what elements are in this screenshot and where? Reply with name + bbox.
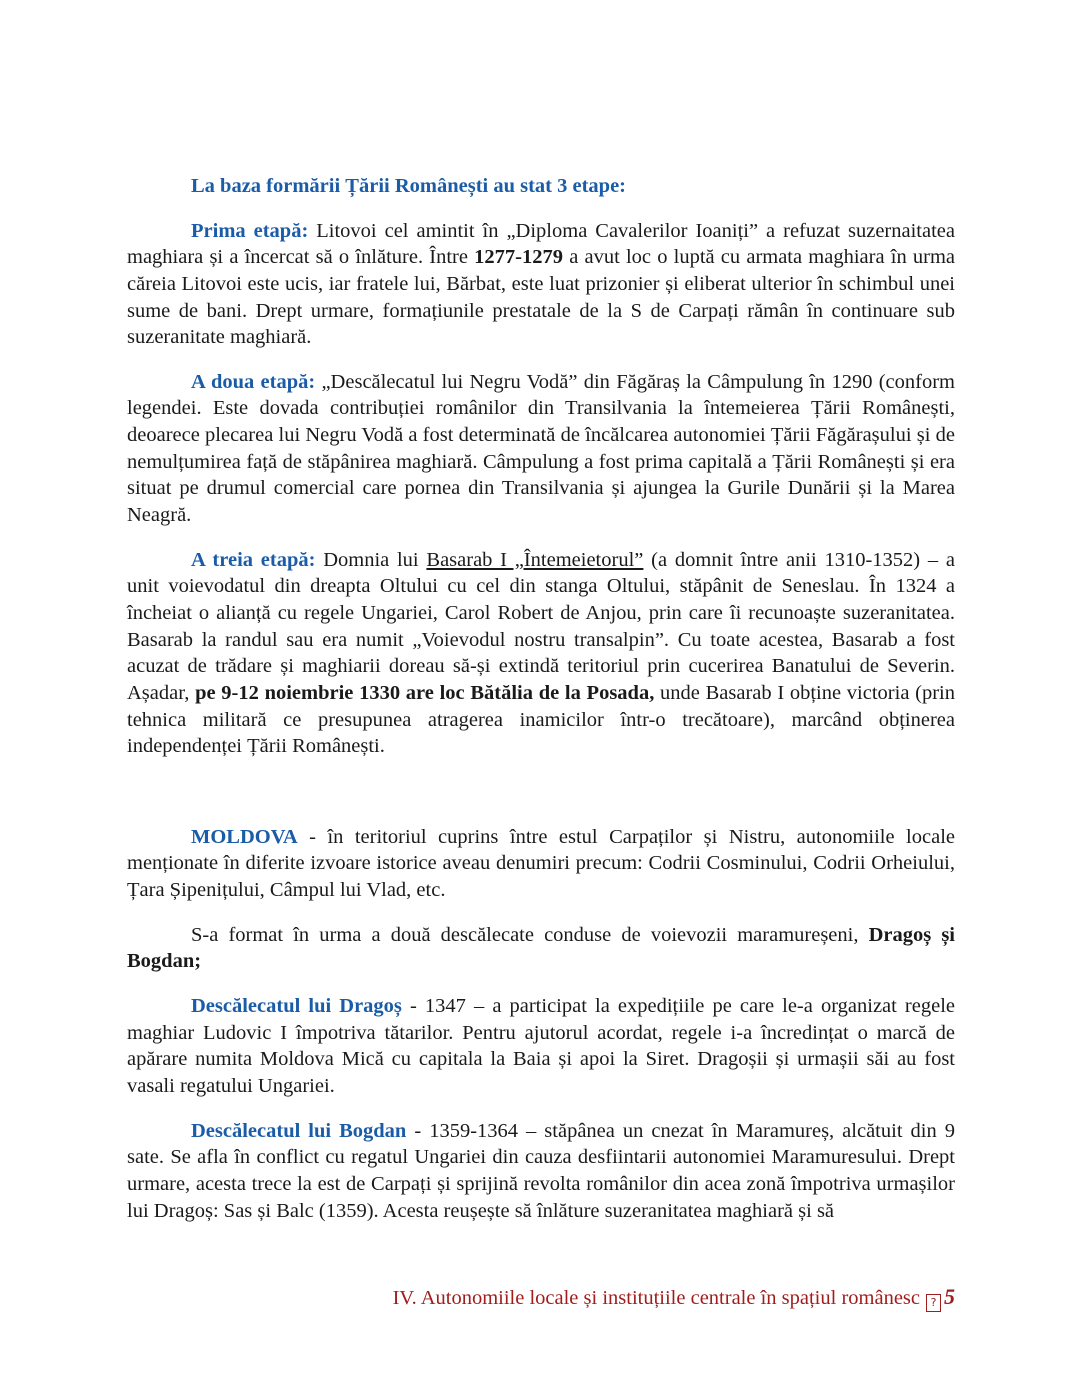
text-segment: - în teritoriul cuprins între estul Carpaților și Nistru, autonomiile locale menționate în diferite izvoare istorice aveau denumiri precum: Codrii Cosminului, Codrii Orheiului, Țara Șipenițului, Câmpul lui Vlad, etc. xyxy=(127,825,955,902)
missing-glyph-icon: ? xyxy=(926,1294,941,1312)
text-segment: - 1359-1364 – stăpânea un cnezat în Maramureș, alcătuit din 9 sate. Se afla în conflict cu regatul Ungariei din cauza desfiintarii autonomiei Maramuresului. Drept urmare, acesta trece la est de Carpați și sprijină revolta românilor din acea zonă împotriva urmașilor lui Dragoș: Sas și Balc (1359). Acesta reușește să înlăture suzeranitatea maghiară și să xyxy=(127,1119,955,1222)
footer-chapter-title: IV. Autonomiile locale și instituțiile centrale în spațiul românesc xyxy=(392,1287,920,1309)
text-segment: Litovoi cel amintit în „Diploma Cavalerilor Ioaniți” a refuzat suzernaitatea maghiara și a încercat să o înlăture. Între xyxy=(127,219,955,269)
paragraph-lead: A treia etapă: xyxy=(191,548,316,571)
paragraph-lead: A doua etapă: xyxy=(191,370,316,393)
text-segment: Dragoș și Bogdan; xyxy=(127,923,955,973)
paragraph xyxy=(127,1118,955,1225)
paragraph xyxy=(127,369,955,529)
page-title: La baza formării Țării Românești au stat 3 etape: xyxy=(191,175,626,197)
text-segment: pe 9-12 noiembrie 1330 are loc Bătălia de la Posada, xyxy=(195,681,655,704)
text-segment: 1277-1279 xyxy=(474,246,563,269)
paragraph-lead: MOLDOVA xyxy=(191,825,298,848)
paragraph xyxy=(127,922,955,975)
text-segment: Basarab I „Întemeietorul” xyxy=(426,548,644,571)
paragraph xyxy=(127,993,955,1100)
page-footer xyxy=(393,1283,955,1312)
text-segment: Domnia lui xyxy=(315,548,427,571)
document-body xyxy=(127,218,955,1225)
text-segment: a avut loc o luptă cu armata maghiara în urma căreia Litovoi este ucis, iar fratele lui, Bărbat, este luat prizonier și eliberat ulterior în schimbul unei sume de bani. Drept urmare, formațiunile prestatale de la S de Carpați rămân în continuare sub suzeranitate maghiară. xyxy=(127,246,955,349)
paragraph-lead: Prima etapă: xyxy=(191,219,309,242)
paragraph-lead: Descălecatul lui Dragoș xyxy=(191,995,402,1018)
paragraph xyxy=(127,824,955,904)
text-segment: - 1347 – a participat la expedițiile pe care le-a organizat regele maghiar Ludovic I împotriva tătarilor. Pentru ajutorul acordat, regele i-a încredințat o marcă de apărare numita Moldova Mică cu capitala la Baia și apoi la Siret. Dragoșii și urmașii săi au fost vasali regatului Ungariei. xyxy=(127,995,955,1097)
paragraph xyxy=(127,218,955,351)
text-segment: „Descălecatul lui Negru Vodă” din Făgăraș la Câmpulung în 1290 (conform legendei. Este dovada contribuției românilor din Transilvania la întemeierea Țării Românești, deoarece plecarea lui Negru Vodă a fost determinată de încălcarea autonomiei Țării Făgărașului și de nemulțumirea față de stăpânirea maghiară. Câmpulung a fost prima capitală a Țării Românești și era situat pe drumul comercial care pornea din Transilvania și ajungea la Gurile Dunării și la Marea Neagră. xyxy=(127,370,955,527)
text-segment: S-a format în urma a două descălecate conduse de voievozii maramureșeni, xyxy=(191,923,869,946)
text-segment: unde Basarab I obține victoria (prin tehnica militară ce presupunea atragerea inamicilor într-o trecătoare), marcând obținerea independenței Țării Românești. xyxy=(127,681,955,758)
page-number: 5 xyxy=(944,1284,955,1309)
paragraph-lead: Descălecatul lui Bogdan xyxy=(191,1119,407,1142)
paragraph xyxy=(127,547,955,760)
text-segment: (a domnit între anii 1310-1352) – a unit voievodatul din dreapta Oltului cu cel din stanga Oltului, stăpânit de Seneslau. În 1324 a încheiat o alianță cu regele Ungariei, Carol Robert de Anjou, prin care îi recunoaște suzeranitatea. Basarab la randul sau era numit „Voievodul nostru transalpin”. Cu toate acestea, Basarab a fost acuzat de trădare și maghiarii doreau să-și extindă teritoriul prin cucerirea Banatului de Severin. Așadar, xyxy=(127,548,955,704)
